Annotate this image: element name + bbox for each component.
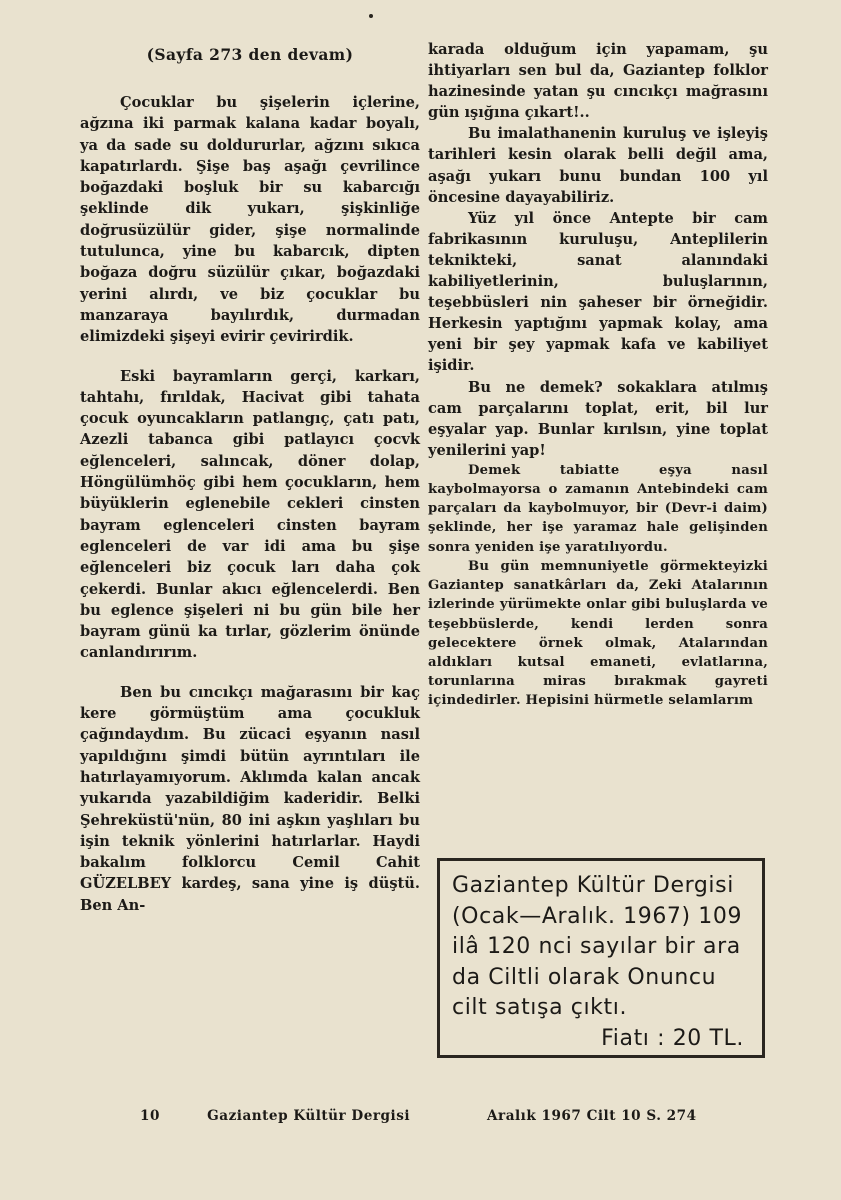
footer-left <box>140 1108 410 1124</box>
paragraph: Ben bu cıncıkçı mağarasını bir kaç kere görmüştüm ama çocukluk çağındaydım. Bu zücaci eşyanın nasıl yapıldığını şimdi bütün ayrıntıları ile hatırlayamıyorum. Aklımda kalan ancak yukarıda yazabildiğim kaderidir. Belki Şehreküstü'nün, 80 ini aşkın yaşlıları bu işin teknik yönlerini hatırlarlar. Haydi bakalım folklorcu Cemil Cahit GÜZELBEY kardeş, sana yine iş düştü. Ben An- <box>80 683 420 914</box>
paragraph: Bu imalathanenin kuruluş ve işleyiş tarihleri kesin olarak belli değil ama, aşağı yukarı bunu bundan 100 yıl öncesine dayayabiliriz. <box>428 125 768 206</box>
ad-line: da Ciltli olarak Onuncu <box>452 964 717 990</box>
paragraph: Bu gün memnuniyetle görmekteyizki Gaziantep sanatkârları da, Zeki Atalarının izlerinde yürümekte onlar gibi buluşlarda ve teşebbüslerde, kendi lerden sonra gelecektere örnek olmak, Atalarından aldıkları kutsal emaneti, evlatlarına, torunlarına miras bırakmak gayreti içindedirler. Hepisini hürmetle selamlarım <box>428 558 768 709</box>
paragraph: Eski bayramların gerçi, karkarı, tahtahı, fırıldak, Hacivat gibi tahata çocuk oyuncakların patlangıç, çatı patı, Azezli tabanca gibi patlayıcı çocvk eğlenceleri, salıncak, döner dolap, Höngülümhöç gibi hem çocukların, hem büyüklerin eglenebile cekleri cinsten bayram eglenceleri cinsten bayram eglenceleri de var idi ama bu şişe eğlenceleri biz çocuk ları daha çok çekerdi. Bunlar akıcı eğlencelerdi. Ben bu eglence şişeleri ni bu gün bile her bayram günü ka tırlar, gözlerim önünde canlandırırım. <box>80 367 420 662</box>
advertisement-box <box>437 858 765 1058</box>
paragraph: karada olduğum için yapamam, şu ihtiyarları sen bul da, Gaziantep folklor hazinesinde yatan şu cıncıkçı mağrasını gün ışığına çıkart!.. <box>428 41 768 122</box>
ink-dot <box>369 14 373 18</box>
ad-line: cilt satışa çıktı. <box>452 995 628 1020</box>
paragraph: Demek tabiatte eşya nasıl kaybolmayorsa o zamanın Antebindeki cam parçaları da kaybolmuyor, bir (Devr-i daim) şeklinde, her işe yaramaz hale gelişinden sonra yeniden işe yaratılıyordu. <box>428 462 768 555</box>
page-number: 10 <box>140 1108 160 1124</box>
right-column <box>428 39 768 711</box>
left-column <box>80 45 420 916</box>
footer-issue: Aralık 1967 Cilt 10 S. 274 <box>487 1108 697 1124</box>
paragraph: Çocuklar bu şişelerin içlerine, ağzına iki parmak kalana kadar boyalı, ya da sade su doldururlar, ağzını sıkıca kapatırlardı. Şişe baş aşağı çevrilince boğazdaki boşluk bir su kabarcığı şeklinde dik yukarı, şişkinliğe doğrusüzülür gider, şişe normalinde tutulunca, yine bu kabarcık, dipten boğaza doğru süzülür çıkar, boğazdaki yerini alırdı, ve biz çocuklar bu manzaraya bayılırdık, durmadan elimizdeki şişeyi evirir çevirirdik. <box>80 94 420 346</box>
ad-line: Gaziantep Kültür Dergisi <box>452 873 734 898</box>
ad-line: (Ocak—Aralık. 1967) 109 <box>452 903 743 929</box>
ad-line: ilâ 120 nci sayılar bir ara <box>452 934 741 959</box>
paragraph: Bu ne demek? sokaklara atılmış cam parçalarını toplat, erit, bil lur eşyalar yap. Bunlar kırılsın, yine toplat yenilerini yap! <box>428 378 768 459</box>
magazine-name: Gaziantep Kültür Dergisi <box>207 1108 411 1124</box>
continuation-heading: (Sayfa 273 den devam) <box>146 45 354 64</box>
ad-price: Fiatı : 20 TL. <box>601 1025 744 1051</box>
paragraph: Yüz yıl önce Antepte bir cam fabrikasının kuruluşu, Anteplilerin teknikteki, sanat alanındaki kabiliyetlerinin, buluşlarının, teşebbüsleri nin şaheser bir örneğidir. Herkesin yaptığını yapmak kolay, ama yeni bir şey yapmak kafa ve kabiliyet işidir. <box>428 209 768 375</box>
